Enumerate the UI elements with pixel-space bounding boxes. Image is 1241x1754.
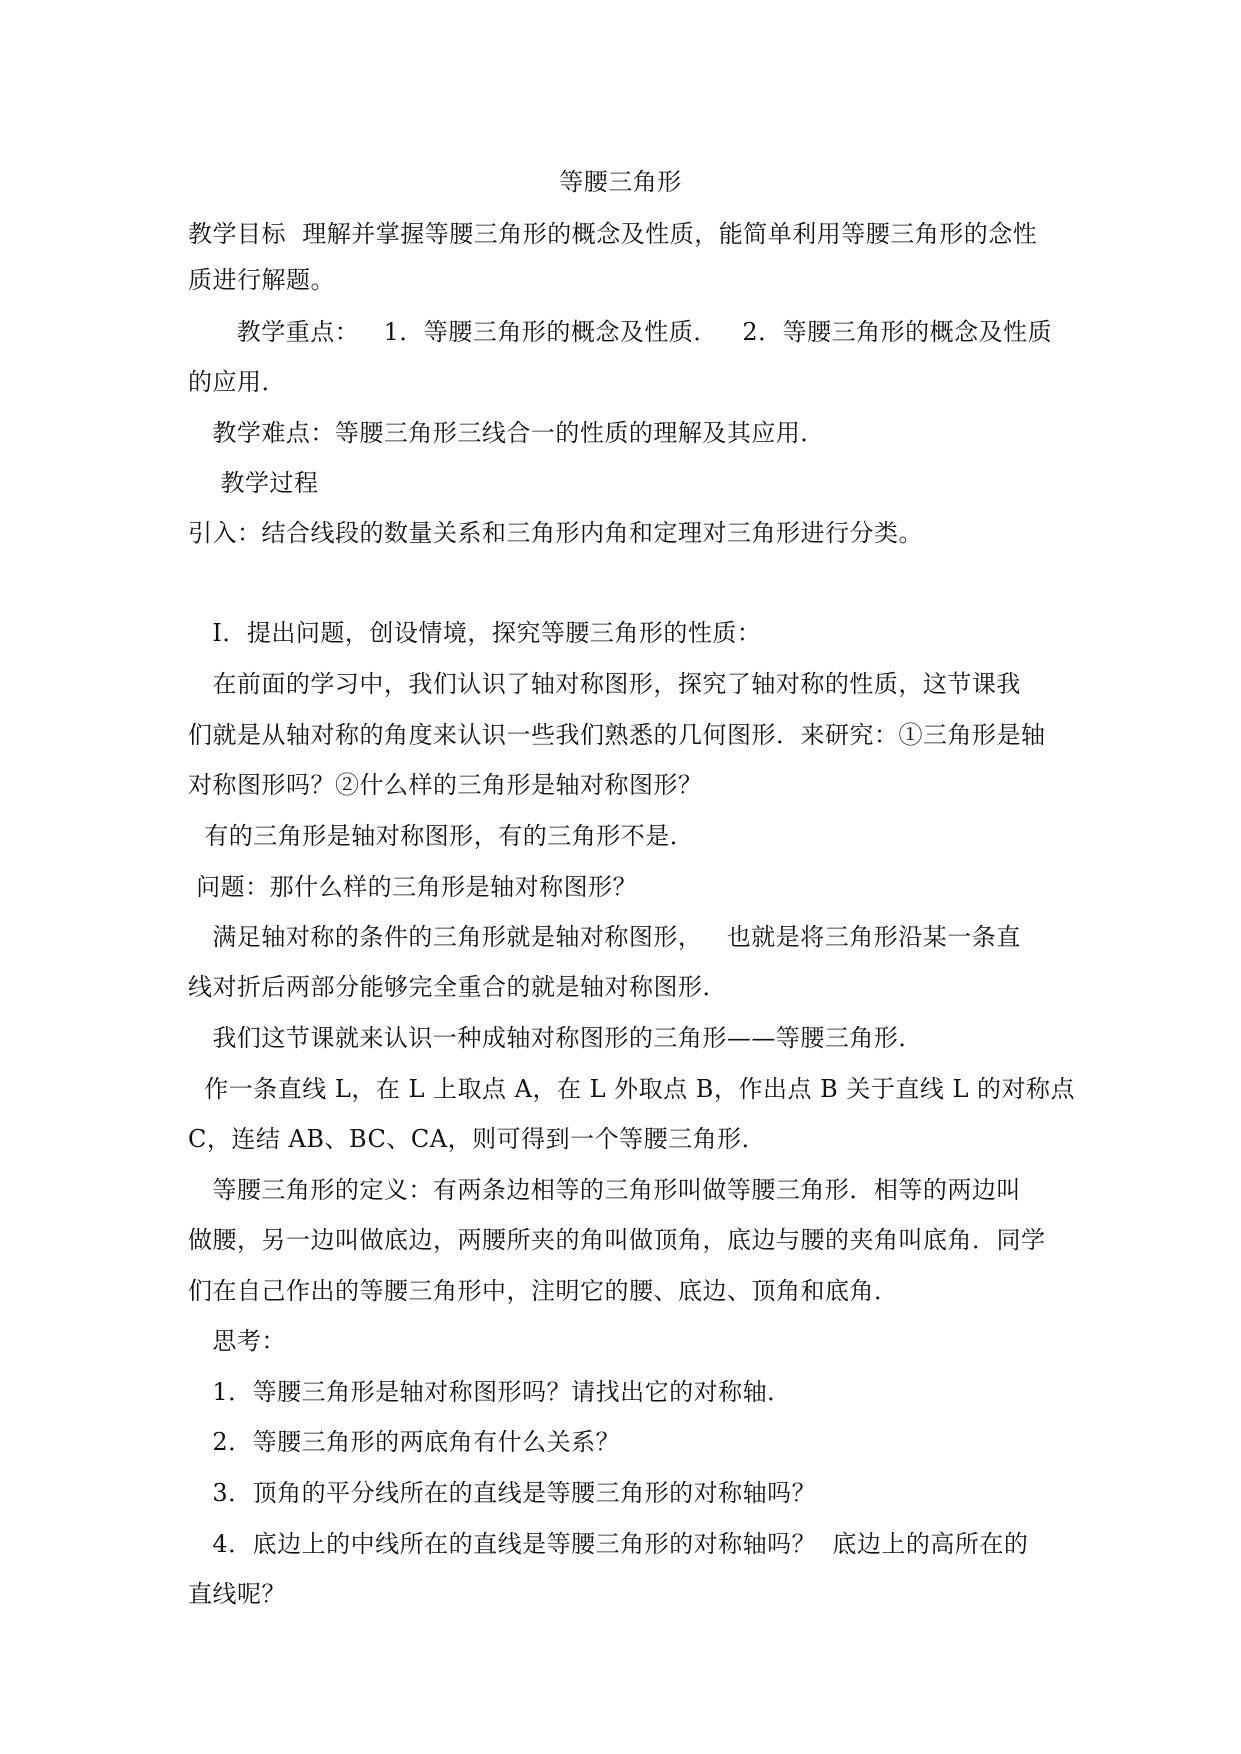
text-line: Ⅰ．提出问题，创设情境，探究等腰三角形的性质：	[188, 619, 762, 647]
text-line: 教学过程	[188, 469, 319, 497]
text-line: 1．等腰三角形是轴对称图形吗？请找出它的对称轴．	[188, 1378, 792, 1406]
text-line: 教学难点：等腰三角形三线合一的性质的理解及其应用．	[188, 419, 825, 447]
text-line: 2．等腰三角形的两底角有什么关系？	[188, 1428, 621, 1456]
text-line: 质进行解题。	[188, 266, 335, 294]
text-line: 们就是从轴对称的角度来认识一些我们熟悉的几何图形．来研究：①三角形是轴	[188, 721, 1046, 749]
text-line: 做腰，另一边叫做底边，两腰所夹的角叫做顶角，底边与腰的夹角叫底角．同学	[188, 1226, 1046, 1254]
text-line: 们在自己作出的等腰三角形中，注明它的腰、底边、顶角和底角．	[188, 1277, 899, 1305]
text-line: C，连结 AB、BC、CA，则可得到一个等腰三角形．	[188, 1125, 767, 1153]
text-line: 满足轴对称的条件的三角形就是轴对称图形， 也就是将三角形沿某一条直	[188, 923, 1021, 951]
text-line: 线对折后两部分能够完全重合的就是轴对称图形．	[188, 973, 727, 1001]
document-title: 等腰三角形	[559, 168, 682, 196]
text-line: 我们这节课就来认识一种成轴对称图形的三角形——等腰三角形．	[188, 1024, 923, 1052]
text-line: 4．底边上的中线所在的直线是等腰三角形的对称轴吗？ 底边上的高所在的	[188, 1530, 1029, 1558]
text-line: 问题：那什么样的三角形是轴对称图形？	[188, 873, 638, 901]
text-line: 有的三角形是轴对称图形，有的三角形不是．	[188, 822, 695, 850]
text-line: 3．顶角的平分线所在的直线是等腰三角形的对称轴吗？	[188, 1479, 817, 1507]
text-line: 等腰三角形的定义：有两条边相等的三角形叫做等腰三角形．相等的两边叫	[188, 1176, 1021, 1204]
text-line: 引入：结合线段的数量关系和三角形内角和定理对三角形进行分类。	[188, 519, 923, 547]
text-line: 对称图形吗？②什么样的三角形是轴对称图形？	[188, 771, 703, 799]
text-line: 思考：	[188, 1327, 286, 1355]
text-line: 作一条直线 L，在 L 上取点 A，在 L 外取点 B，作出点 B 关于直线 L 的对称点	[188, 1075, 1076, 1103]
text-line: 直线呢？	[188, 1580, 286, 1608]
text-line: 教学目标 理解并掌握等腰三角形的概念及性质，能简单利用等腰三角形的念性	[188, 220, 1038, 248]
text-line: 教学重点： 1．等腰三角形的概念及性质． 2．等腰三角形的概念及性质	[188, 318, 1053, 346]
text-line: 在前面的学习中，我们认识了轴对称图形，探究了轴对称的性质，这节课我	[188, 670, 1021, 698]
text-line: 的应用．	[188, 368, 286, 396]
